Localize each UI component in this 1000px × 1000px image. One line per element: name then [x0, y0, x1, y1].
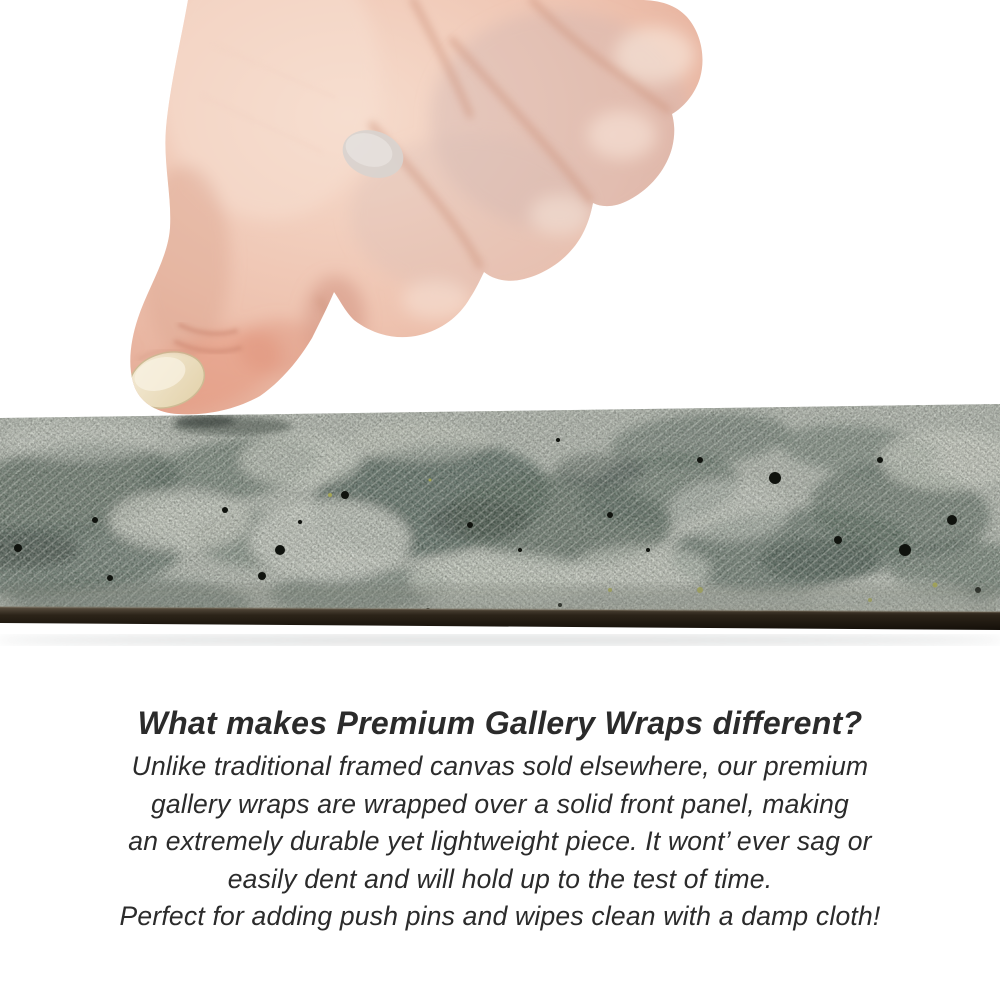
caption-line-5: Perfect for adding push pins and wipes clean with a damp cloth!	[119, 901, 881, 931]
caption-heading: What makes Premium Gallery Wraps different?	[137, 705, 863, 741]
caption-line-2: gallery wraps are wrapped over a solid front panel, making	[150, 788, 849, 819]
caption-line-3: an extremely durable yet lightweight piece. It wont’ ever sag or	[128, 826, 872, 856]
caption-line-4: easily dent and will hold up to the test of time.	[227, 863, 773, 894]
caption-line-1: Unlike traditional framed canvas sold elsewhere, our premium	[131, 751, 869, 781]
strip-drop-shadow	[0, 635, 1000, 645]
caption-block	[0, 701, 1000, 936]
hand-photo	[0, 0, 1000, 440]
